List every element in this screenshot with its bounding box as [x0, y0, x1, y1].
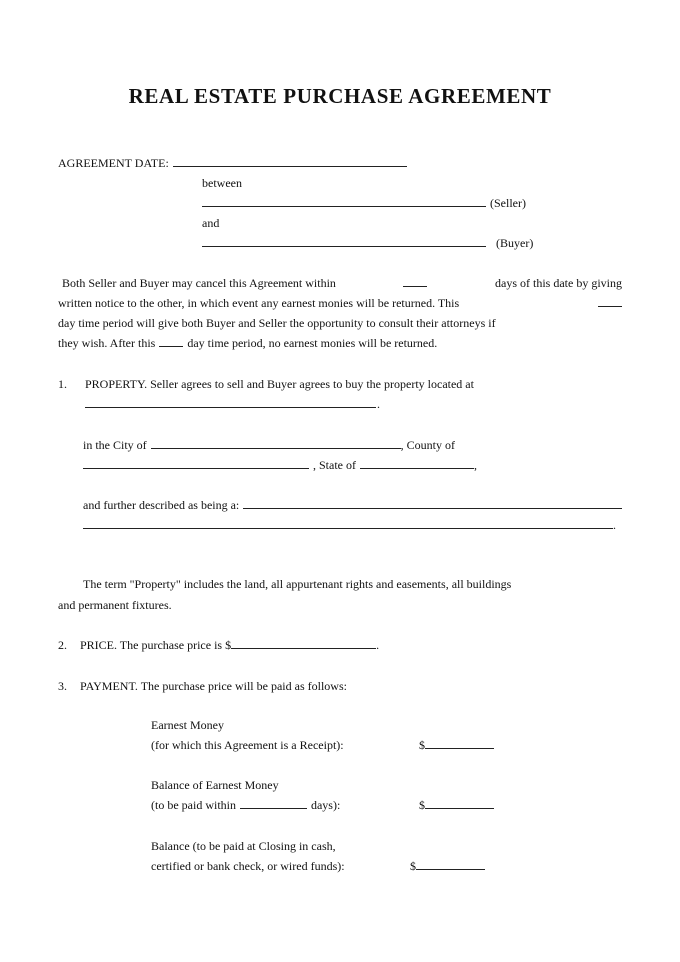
description-field-1[interactable]: [243, 498, 622, 509]
earnest-money-label: Earnest Money: [151, 718, 224, 732]
state-field[interactable]: [360, 458, 474, 469]
county-label: , County of: [400, 438, 456, 452]
section-2-text: PRICE. The purchase price is $: [80, 638, 232, 652]
balance-closing-label: Balance (to be paid at Closing in cash,: [151, 839, 336, 853]
described-row: [83, 498, 622, 512]
section-1-number: 1.: [58, 377, 67, 391]
document-title: REAL ESTATE PURCHASE AGREEMENT: [128, 84, 552, 108]
balance-earnest-currency: $: [419, 798, 425, 812]
purchase-price-field[interactable]: [231, 638, 376, 649]
intro-text: written notice to the other, in which event any earnest monies will be returned. This: [58, 296, 460, 310]
address-period: .: [377, 397, 380, 411]
balance-earnest-amount: [419, 798, 498, 812]
description-end: .: [613, 518, 616, 532]
balance-closing-note: certified or bank check, or wired funds):: [151, 859, 345, 873]
city-row: [83, 438, 459, 452]
balance-days-field[interactable]: [240, 798, 307, 809]
price-end: .: [376, 638, 380, 652]
intro-line-4: [58, 336, 441, 350]
after-days-field[interactable]: [159, 336, 183, 347]
intro-text: day time period, no earnest monies will be returned.: [187, 336, 438, 350]
agreement-date-field[interactable]: [173, 156, 407, 167]
property-term-row-1: [83, 577, 622, 591]
buyer-row: [202, 236, 537, 250]
section-2-number: 2.: [58, 638, 67, 652]
earnest-amount: [419, 738, 498, 752]
balance-days-label: days):: [310, 798, 341, 812]
property-address-field[interactable]: [85, 397, 376, 408]
price-row: [80, 638, 383, 652]
county-field[interactable]: [83, 458, 309, 469]
section-1-text: PROPERTY. Seller agrees to sell and Buyer agrees to buy the property located at: [85, 377, 474, 391]
seller-name-field[interactable]: [202, 196, 486, 207]
balance-earnest-note: (to be paid within: [151, 798, 236, 812]
cancel-days-field[interactable]: [403, 276, 427, 287]
described-row-2: [83, 518, 620, 532]
intro-text: they wish. After this: [58, 336, 156, 350]
balance-closing-currency: $: [410, 859, 416, 873]
section-3-text: PAYMENT. The purchase price will be paid as follows:: [80, 679, 347, 693]
section-1-line: [85, 377, 622, 391]
intro-text: Both Seller and Buyer may cancel this Agreement within: [62, 276, 336, 290]
and-label: and: [202, 216, 220, 230]
property-term-line-1: The term "Property" includes the land, all appurtenant rights and easements, all buildings: [83, 577, 512, 591]
description-field-2[interactable]: [83, 518, 613, 529]
earnest-money-note: (for which this Agreement is a Receipt):: [151, 738, 344, 752]
balance-closing-amount: [410, 859, 489, 873]
balance-earnest-row: [151, 798, 344, 812]
described-label: and further described as being a:: [83, 498, 240, 512]
state-end: ,: [474, 458, 477, 472]
agreement-date-label: AGREEMENT DATE:: [58, 156, 169, 170]
buyer-label: (Buyer): [496, 236, 534, 250]
earnest-money-field[interactable]: [425, 738, 494, 749]
intro-line-2: [58, 296, 622, 310]
intro-line-3: [58, 316, 614, 330]
seller-row: [202, 196, 530, 210]
seller-label: (Seller): [490, 196, 526, 210]
address-row: [85, 397, 384, 411]
county-state-row: [83, 458, 481, 472]
balance-earnest-label: Balance of Earnest Money: [151, 778, 279, 792]
intro-text: day time period will give both Buyer and Seller the opportunity to consult their attorneys if: [58, 316, 496, 330]
property-term-line-2: and permanent fixtures.: [58, 598, 172, 612]
earnest-currency: $: [419, 738, 425, 752]
intro-line-1: [62, 276, 622, 290]
balance-earnest-field[interactable]: [425, 798, 494, 809]
state-label: , State of: [313, 458, 356, 472]
period-days-field[interactable]: [598, 296, 622, 307]
city-label: in the City of: [83, 438, 147, 452]
balance-closing-field[interactable]: [416, 859, 485, 870]
intro-text: days of this date by giving: [495, 276, 622, 290]
agreement-date-row: [58, 156, 411, 170]
between-label: between: [202, 176, 242, 190]
section-3-number: 3.: [58, 679, 67, 693]
buyer-name-field[interactable]: [202, 236, 486, 247]
city-field[interactable]: [151, 438, 401, 449]
